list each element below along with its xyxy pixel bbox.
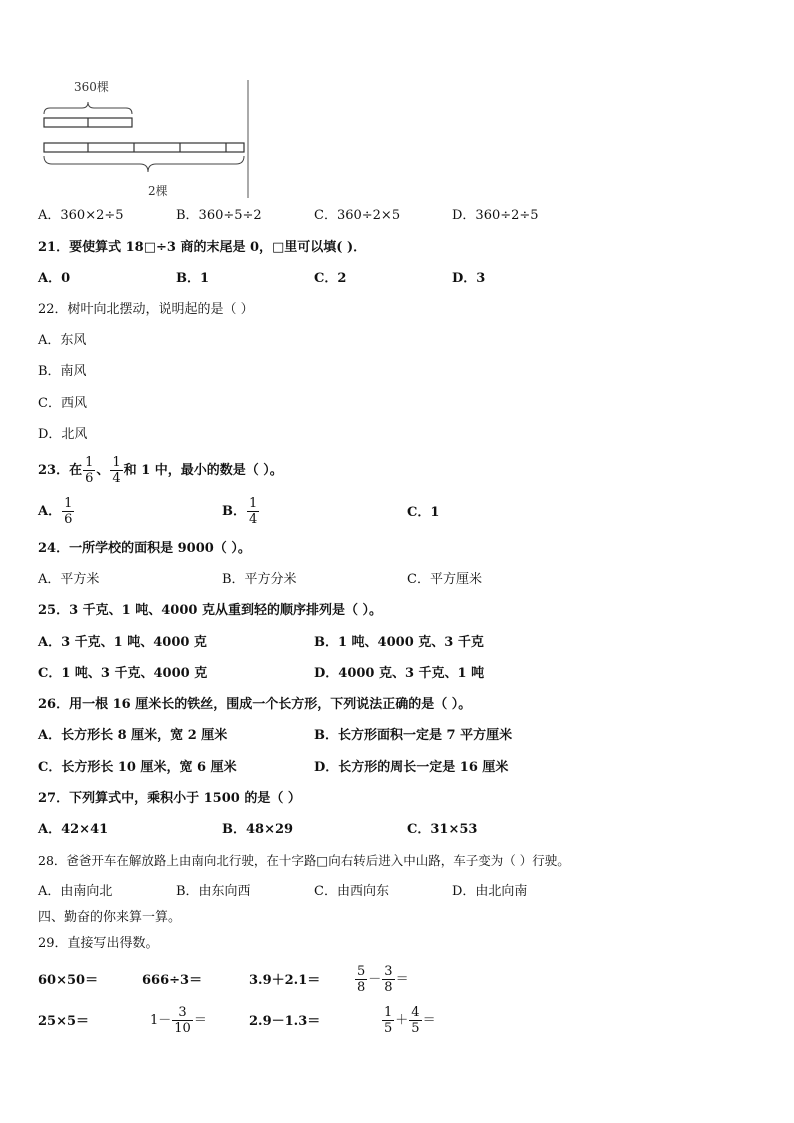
q25-option-b[interactable]: B．1 吨、4000 克、3 千克 [314, 635, 484, 650]
top-brace [44, 102, 132, 114]
bar-diagram-svg [36, 78, 256, 200]
q22-option-a[interactable]: A．东风 [38, 333, 87, 348]
q24-option-c[interactable]: C．平方厘米 [407, 572, 482, 587]
q23-frac-1-4: $\frac{1}{4}$ [112, 455, 121, 486]
q29-r2-item-1: 25×5＝ [38, 1014, 90, 1029]
q21-option-c[interactable]: C．2 [314, 271, 347, 286]
q23-option-b[interactable]: B． $\frac{1}{4}$ [222, 496, 258, 527]
q23-frac-1-6: $\frac{1}{6}$ [85, 455, 94, 486]
q22-option-b[interactable]: B．南风 [38, 364, 87, 379]
q23-text: 23．在 $\frac{1}{6}$ 、 $\frac{1}{4}$ 和 1 中，最小的数是（ ）。 [38, 455, 283, 486]
q20-option-d[interactable]: D．360÷2÷5 [452, 208, 539, 223]
q28-text: 28．爸爸开车在解放路上由南向北行驶，在十字路□向右转后进入中山路，车子变为（ ）行驶。 [38, 853, 570, 868]
q24-option-b[interactable]: B．平方分米 [222, 572, 297, 587]
q27-option-a[interactable]: A．42×41 [38, 822, 109, 837]
top-label: 360棵 [74, 80, 109, 94]
q24-option-a[interactable]: A．平方米 [38, 572, 100, 587]
q28-option-a[interactable]: A．由南向北 [38, 884, 113, 899]
q22-option-c[interactable]: C．西风 [38, 396, 87, 411]
q25-option-d[interactable]: D．4000 克、3 千克、1 吨 [314, 666, 485, 681]
q27-option-b[interactable]: B．48×29 [222, 822, 294, 837]
q28-option-b[interactable]: B．由东向西 [176, 884, 251, 899]
bar-diagram [36, 78, 256, 200]
q26-option-b[interactable]: B．长方形面积一定是 7 平方厘米 [314, 728, 513, 743]
q26-option-d[interactable]: D．长方形的周长一定是 16 厘米 [314, 760, 509, 775]
q20-option-a[interactable]: A．360×2÷5 [38, 208, 124, 223]
q29-r2-item-3: 2.9－1.3＝ [249, 1014, 321, 1029]
q29-r1-item-2: 666÷3＝ [142, 973, 203, 988]
bottom-brace [44, 156, 244, 172]
q29-r1-item-3: 3.9＋2.1＝ [249, 973, 321, 988]
q24-text: 24．一所学校的面积是 9000（ ）。 [38, 541, 251, 556]
q29-r1-item-4: $\frac{5}{8}$ － $\frac{3}{8}$ ＝ [357, 964, 409, 995]
q27-option-c[interactable]: C．31×53 [407, 822, 478, 837]
q22-option-d[interactable]: D．北风 [38, 427, 88, 442]
q22-text: 22．树叶向北摆动，说明起的是（ ） [38, 302, 254, 317]
q21-text: 21．要使算式 18□÷3 商的末尾是 0，□里可以填( )． [38, 240, 367, 255]
section-4-heading: 四、勤奋的你来算一算。 [38, 910, 182, 925]
q26-option-c[interactable]: C．长方形长 10 厘米，宽 6 厘米 [38, 760, 237, 775]
q25-text: 25．3 千克、1 吨、4000 克从重到轻的顺序排列是（ ）。 [38, 603, 382, 618]
q26-text: 26．用一根 16 厘米长的铁丝，围成一个长方形，下列说法正确的是（ ）。 [38, 697, 472, 712]
q26-option-a[interactable]: A．长方形长 8 厘米，宽 2 厘米 [38, 728, 228, 743]
q23-option-c[interactable]: C．1 [407, 505, 440, 520]
q28-option-d[interactable]: D．由北向南 [452, 884, 528, 899]
q29-r2-item-4: $\frac{1}{5}$ ＋ $\frac{4}{5}$ ＝ [384, 1005, 436, 1036]
q25-option-c[interactable]: C．1 吨、3 千克、4000 克 [38, 666, 208, 681]
q29-r1-item-1: 60×50＝ [38, 973, 99, 988]
q27-text: 27．下列算式中，乘积小于 1500 的是（ ） [38, 791, 301, 806]
q21-option-d[interactable]: D．3 [452, 271, 486, 286]
bottom-bar [44, 143, 244, 152]
q21-option-b[interactable]: B．1 [176, 271, 210, 286]
q20-option-b[interactable]: B．360÷5÷2 [176, 208, 262, 223]
q20-option-c[interactable]: C．360÷2×5 [314, 208, 401, 223]
q25-option-a[interactable]: A．3 千克、1 吨、4000 克 [38, 635, 207, 650]
bottom-label: 2棵 [148, 184, 168, 198]
q23-option-a[interactable]: A． $\frac{1}{6}$ [38, 496, 73, 527]
q28-option-c[interactable]: C．由西向东 [314, 884, 389, 899]
q29-text: 29．直接写出得数。 [38, 936, 159, 951]
q21-option-a[interactable]: A．0 [38, 271, 71, 286]
q29-r2-item-2: 1－ $\frac{3}{10}$ ＝ [150, 1005, 207, 1036]
